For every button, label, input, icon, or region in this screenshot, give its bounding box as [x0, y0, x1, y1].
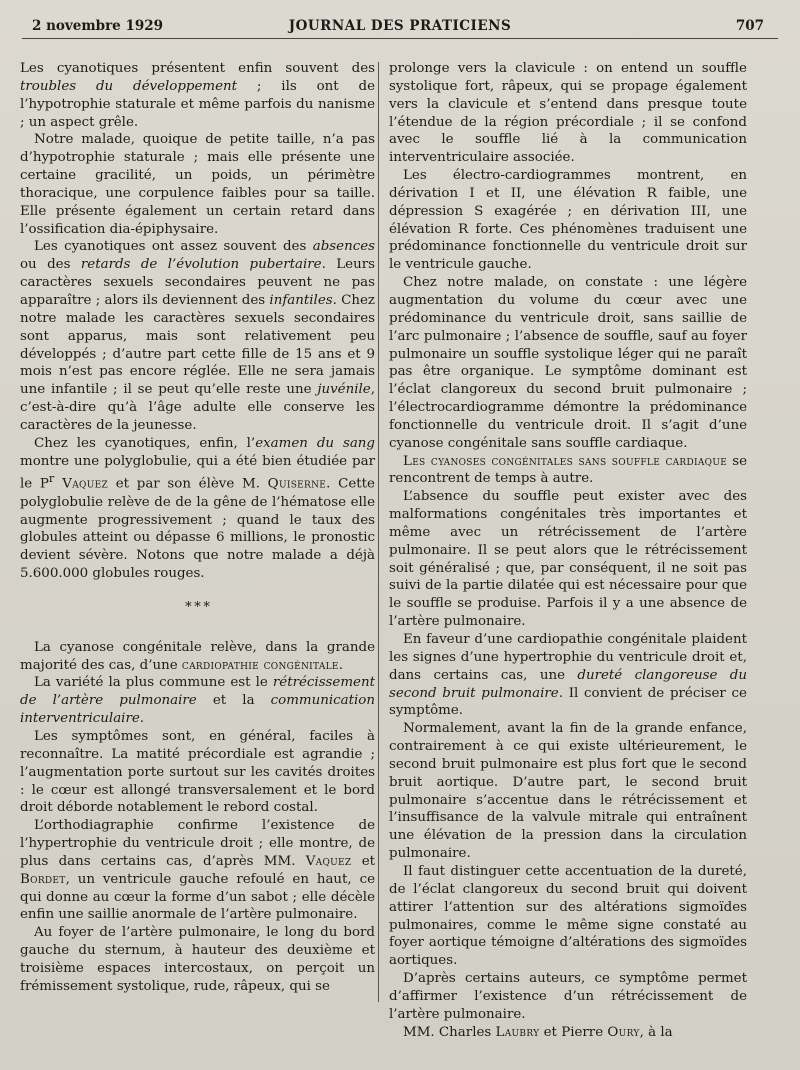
page-header: [22, 14, 778, 36]
paragraph: [20, 674, 375, 728]
emphasis: retards de l’évolution pubertaire: [80, 257, 322, 273]
paragraph: Normalement, avant la fin de la grande enfance, contrairement à ce qui existe ultérieurement, le second bruit pulmonaire est plus fort que le second bruit aortique. D’autre part, le second bruit pulmonaire s’accentue dans le rétrécissement et l’insuffisance de la valvule mitrale qui entraînent une élévation de la pression dans la circulation pulmonaire.: [389, 721, 747, 862]
text-run: Les cyanotiques ont assez souvent des: [34, 239, 313, 255]
header-date: 2 novembre 1929: [32, 18, 164, 34]
author-name: Vaquez: [54, 476, 109, 492]
header-rule: [22, 38, 778, 39]
paragraph: [20, 60, 375, 131]
paragraph: [20, 639, 375, 675]
author-name: Oury: [607, 1024, 640, 1040]
emphasis: absences: [312, 239, 375, 255]
emphasis: rétrécissement de l’artère pulmonaire: [20, 675, 375, 709]
right-column: [389, 60, 747, 1041]
header-page-number: 707: [735, 18, 764, 34]
paragraph: Au foyer de l’artère pulmonaire, le long du bord gauche du sternum, à hauteur des deuxième et troisième espaces intercostaux, on perçoit un frémissement systolique, rude, râpeux, qui se: [20, 925, 375, 994]
paragraph: Les électro-cardiogrammes montrent, en dérivation I et II, une élévation R faible, une dépression S exagérée ; en dérivation III, une élévation R forte. Ces phénomènes traduisent une prédominance fonctionnelle du ventricule droit sur le ventricule gauche.: [389, 168, 747, 273]
author-name: Laubry: [495, 1024, 540, 1040]
emphasis: troubles du développement: [20, 78, 238, 94]
small-caps-term: cardiopathie congénitale: [181, 657, 339, 673]
column-divider: [378, 62, 379, 1002]
paragraph: [20, 817, 375, 924]
paragraph: [389, 631, 747, 720]
paragraph: D’après certains auteurs, ce symptôme permet d’affirmer l’existence d’un rétrécissement de l’artère pulmonaire.: [389, 971, 747, 1022]
left-column: [20, 60, 375, 996]
paragraph: Il faut distinguer cette accentuation de la dureté, de l’éclat clangoreux du second bruit qui doivent attirer l’attention sur des altérations sigmoïdes pulmonaires, comme le même signe constaté au foyer aortique témoigne d’altérations des sigmoïdes aortiques.: [389, 863, 747, 969]
text-run: . Leurs caractères sexuels secondaires peuvent ne pas apparaître ; alors ils deviennent des: [20, 257, 375, 308]
text-run: , à la: [639, 1024, 673, 1040]
text-run: et par son élève M.: [108, 476, 268, 492]
text-run: et la: [196, 693, 271, 709]
text-run: .: [338, 657, 344, 673]
text-run: ou des: [20, 257, 81, 273]
text-run: L’orthodiagraphie confirme l’existence de l’hypertrophie du ventricule droit ; elle montre, de plus dans certains cas, d’après MM.: [20, 818, 375, 869]
text-run: La variété la plus commune est le: [34, 675, 273, 691]
small-caps-heading: Les cyanoses congénitales sans souffle cardiaque: [403, 453, 728, 469]
author-name: Bordet: [20, 871, 66, 887]
paragraph: Notre malade, quoique de petite taille, n’a pas d’hypotrophie staturale ; mais elle présente une certaine gracilité, un poids, un périmètre thoracique, une corpulence faibles pour sa taille. Elle présente également un certain retard dans l’ossification dia-épiphysaire.: [20, 132, 375, 237]
paragraph: L’absence du souffle peut exister avec des malformations congénitales très importantes et même avec un rétrécissement de l’artère pulmonaire. Il se peut alors que le rétrécissement soit généralisé ; que, par conséquent, il ne soit pas suivi de la partie dilatée qui est nécessaire pour que le souffle se produise. Parfois il y a une absence de l’artère pulmonaire.: [389, 489, 747, 630]
text-run: . Cette polyglobulie relève de de la gêne de l’hématose elle augmente progressivement ; quand le taux des globules atteint ou dépasse 6 millions, le pronostic devient sévère. Notons que notre malade a déjà 5.600.000 globules rouges.: [20, 476, 375, 582]
text-run: . Chez notre malade les caractères sexuels secondaires sont apparus, mais sont relativement peu développés ; d’autre part cette fille de 15 ans et 9 mois n’est pas encore réglée. Elle ne sera jamais une infantile ; il se peut qu’elle reste une: [20, 292, 375, 398]
text-run: , un ventricule gauche refoulé en haut, ce qui donne au cœur la forme d’un sabot ; elle décèle enfin une saillie anormale de l’artère pulmonaire.: [20, 871, 375, 923]
emphasis: infantiles: [269, 292, 333, 308]
asterism-separator: * * *: [185, 599, 210, 615]
text-run: Chez les cyanotiques, enfin, l’: [34, 435, 256, 451]
text-run: En faveur d’une cardiopathie congénitale plaident les signes d’une hypertrophie du ventricule droit et, dans certains cas, une: [389, 632, 747, 683]
text-run: .: [139, 711, 145, 727]
author-name: Vaquez: [305, 853, 352, 869]
paragraph: [389, 453, 747, 489]
text-run: montre une polyglobulie, qui a été bien étudiée par le P: [20, 453, 375, 492]
paragraph: [20, 435, 375, 583]
text-run: MM. Charles: [403, 1024, 496, 1040]
superscript: r: [48, 472, 55, 486]
text-run: ; ils ont de l’hypotrophie staturale et même parfois du nanisme ; un aspect grêle.: [20, 78, 375, 130]
paragraph: prolonge vers la clavicule : on entend un souffle systolique fort, râpeux, qui se propage également vers la clavicule et s’entend dans presque toute l’étendue de la région précordiale ; il se confond avec le souffle lié à la communication interventriculaire associée.: [389, 61, 747, 166]
text-run: et Pierre: [539, 1024, 608, 1040]
paragraph: [389, 1024, 747, 1042]
emphasis: communication interventriculaire: [20, 693, 375, 727]
paragraph: Chez notre malade, on constate : une légère augmentation du volume du cœur avec une prédominance du ventricule droit, sans saillie de l’arc pulmonaire ; l’absence de souffle, sauf au foyer pulmonaire un souffle systolique léger qui ne paraît pas être organique. Le symptôme dominant est l’éclat clangoreux du second bruit pulmonaire ; l’électrocardiogramme démontre la prédominance fonctionnelle du ventricule droit. Il s’agit d’une cyanose congénitale sans souffle cardiaque.: [389, 275, 747, 451]
emphasis: juvénile: [317, 382, 371, 398]
text-run: , c’est-à-dire qu’à l’âge adulte elle conserve les caractères de la jeunesse.: [20, 382, 375, 433]
text-run: Les cyanotiques présentent enfin souvent des: [20, 61, 375, 76]
emphasis: dureté clangoreuse du second bruit pulmonaire: [389, 667, 747, 701]
paragraph: [20, 238, 375, 434]
author-name: Quiserne: [267, 476, 327, 492]
text-run: se rencontrent de temps à autre.: [389, 453, 747, 487]
paragraph: Les symptômes sont, en général, faciles à reconnaître. La matité précordiale est agrandie ; l’augmentation porte surtout sur les cavités droites : le cœur est allongé transversalement et le bord droit déborde notablement le rebord costal.: [20, 729, 375, 816]
header-journal-title: JOURNAL DES PRATICIENS: [288, 18, 512, 34]
text-run: La cyanose congénitale relève, dans la grande majorité des cas, d’une: [20, 639, 375, 673]
text-run: et: [351, 853, 375, 869]
text-run: . Il convient de préciser ce symptôme.: [389, 685, 747, 719]
emphasis: examen du sang: [255, 435, 375, 451]
